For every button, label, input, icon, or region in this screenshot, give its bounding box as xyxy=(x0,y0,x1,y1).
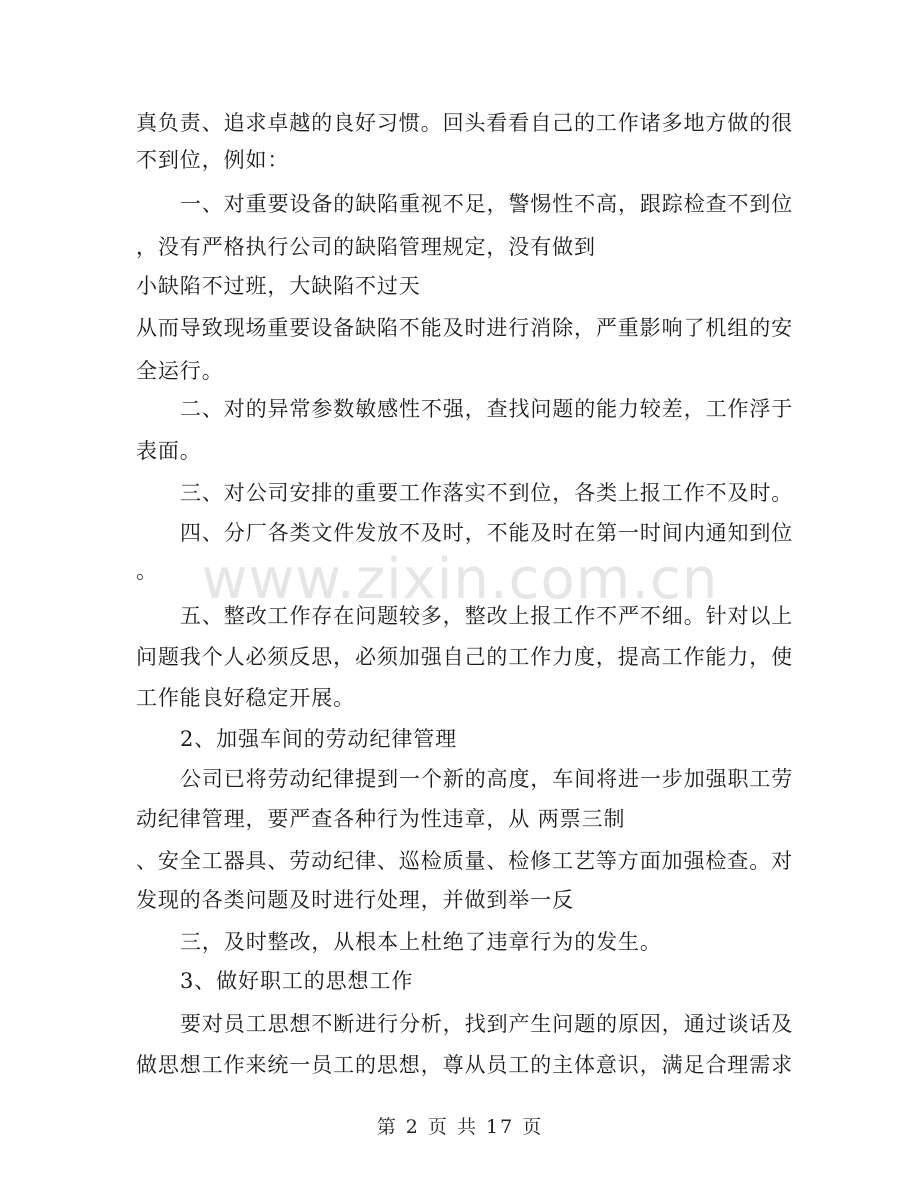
text-line: 从而导致现场重要设备缺陷不能及时进行消除，严重影响了机组的安 xyxy=(136,316,793,340)
section-heading: 2、加强车间的劳动纪律管理 xyxy=(180,727,458,751)
text-line: 做思想工作来统一员工的思想，尊从员工的主体意识，满足合理需求 xyxy=(136,1053,793,1077)
text-line: 三，及时整改，从根本上杜绝了违章行为的发生。 xyxy=(180,930,662,954)
text-line: 小缺陷不过班，大缺陷不过天 xyxy=(136,274,421,298)
section-heading: 3、做好职工的思想工作 xyxy=(180,969,414,993)
text-line: 不到位，例如： xyxy=(136,148,290,172)
text-line: 二、对的异常参数敏感性不强，查找问题的能力较差，工作浮于 xyxy=(180,397,794,421)
text-line: 工作能良好稳定开展。 xyxy=(136,686,355,710)
text-line: 一、对重要设备的缺陷重视不足，警惕性不高，跟踪检查不到位 xyxy=(180,192,794,216)
text-line: 公司已将劳动纪律提到一个新的高度，车间将进一步加强职工劳 xyxy=(180,767,794,791)
text-line: 五、整改工作存在问题较多，整改上报工作不严不细。针对以上 xyxy=(180,604,794,628)
text-line: 全运行。 xyxy=(136,359,224,383)
text-line: 、安全工器具、劳动纪律、巡检质量、检修工艺等方面加强检查。对 xyxy=(136,849,793,873)
text-line: 表面。 xyxy=(136,439,202,463)
text-line: 三、对公司安排的重要工作落实不到位，各类上报工作不及时。 xyxy=(180,481,794,505)
text-line: 。 xyxy=(136,559,158,583)
text-line: 真负责、追求卓越的良好习惯。回头看看自己的工作诸多地方做的很 xyxy=(136,111,793,135)
text-line: ，没有严格执行公司的缺陷管理规定，没有做到 xyxy=(136,235,596,259)
watermark: www.zixin.com.cn xyxy=(201,547,719,612)
page-number-footer: 第 2 页 共 17 页 xyxy=(376,1116,544,1138)
text-line: 动纪律管理，要严查各种行为性违章，从 两票三制 xyxy=(136,807,626,831)
text-line: 四、分厂各类文件发放不及时，不能及时在第一时间内通知到位 xyxy=(180,521,794,545)
text-line: 问题我个人必须反思，必须加强自己的工作力度，提高工作能力，使 xyxy=(136,645,793,669)
text-line: 要对员工思想不断进行分析，找到产生问题的原因，通过谈话及 xyxy=(180,1012,794,1036)
text-line: 发现的各类问题及时进行处理，并做到举一反 xyxy=(136,888,574,912)
